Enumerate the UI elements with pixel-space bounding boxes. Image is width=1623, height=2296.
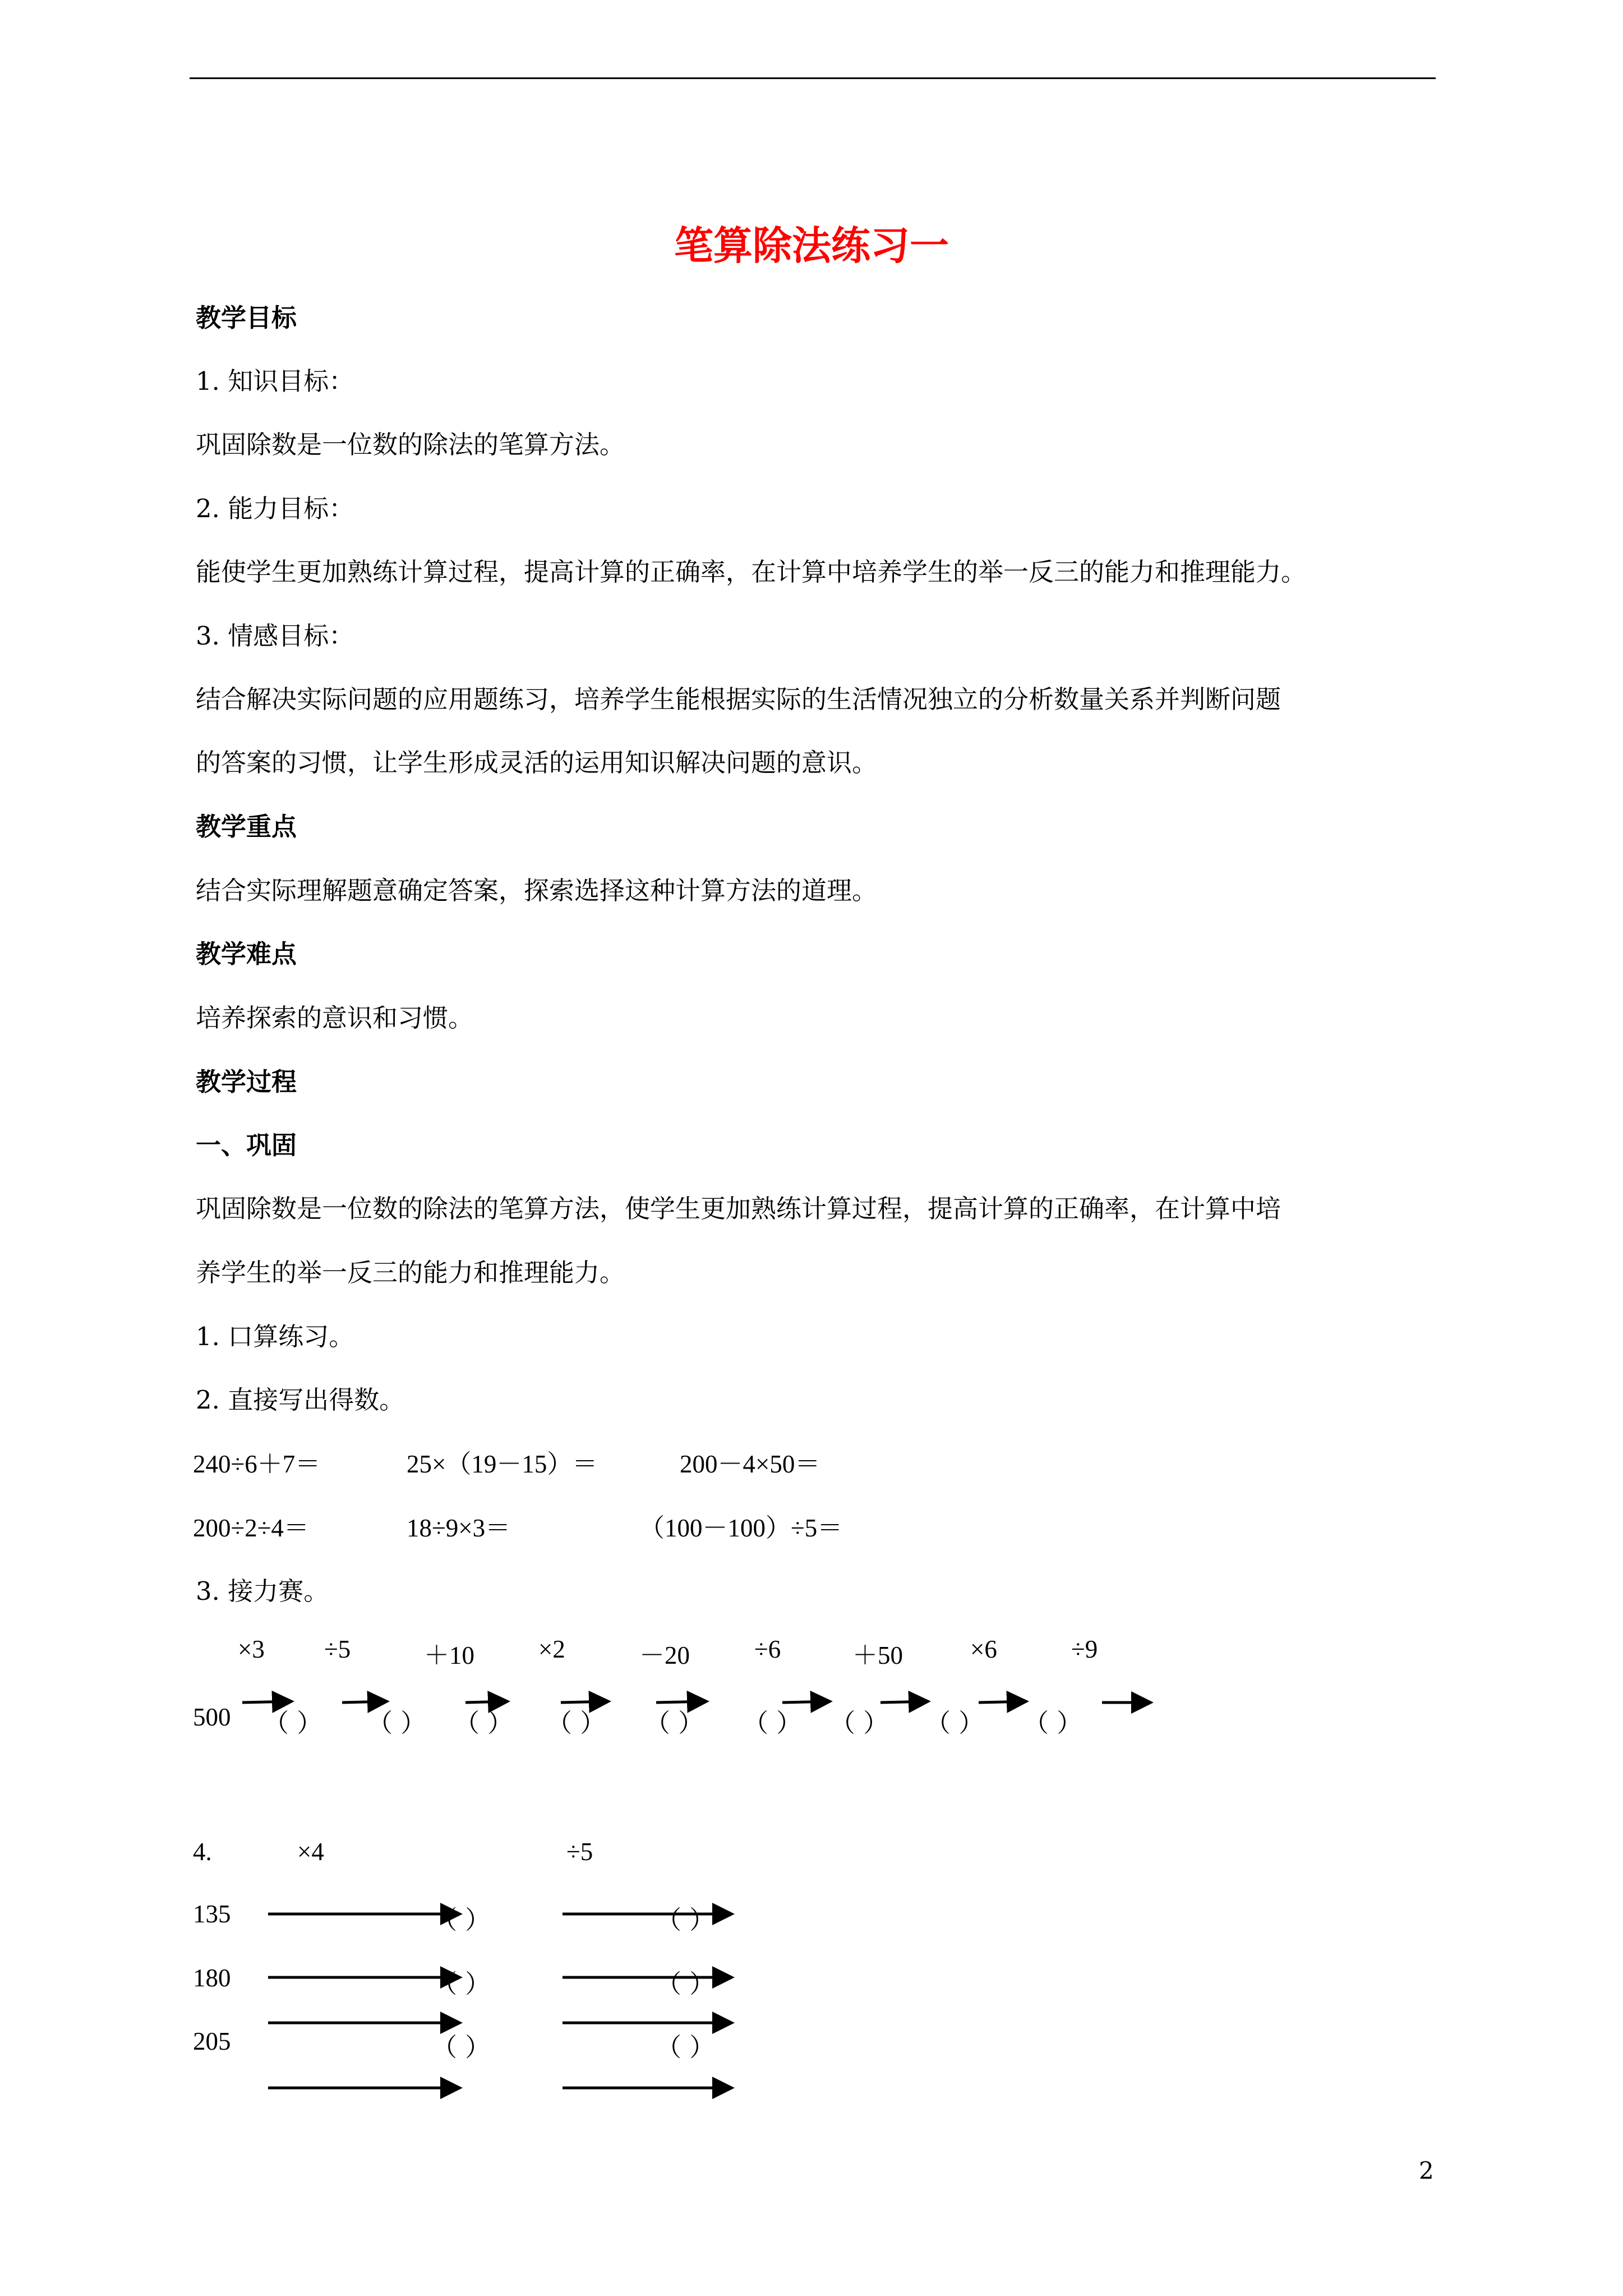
page-number: 2 [1419, 2157, 1434, 2184]
goal-knowledge-text: 巩固除数是一位数的除法的笔算方法。 [196, 430, 625, 459]
item-write-results: 2. 直接写出得数。 [196, 1385, 405, 1415]
answer-blank: （ ） [1023, 1708, 1082, 1738]
answer-blank: （ ） [454, 1708, 513, 1738]
relay-op: －20 [639, 1641, 690, 1669]
answer-blank: （ ） [645, 1708, 704, 1738]
answer-blank: （ ） [432, 1905, 491, 1935]
process-text-2: 养学生的举一反三的能力和推理能力。 [196, 1258, 625, 1287]
relay-op: ×2 [538, 1635, 565, 1663]
answer-blank: （ ） [367, 1708, 426, 1738]
expr-1-3: 200－4×50＝ [680, 1450, 820, 1478]
relay-arrow-icon [561, 1701, 608, 1703]
relay-op: ÷9 [1071, 1635, 1098, 1663]
answer-blank: （ ） [656, 2032, 715, 2062]
item-4-number: 135 [193, 1900, 231, 1928]
relay-op: ×3 [238, 1635, 265, 1663]
relay-op: ÷5 [324, 1635, 351, 1663]
item-4-label: 4. [193, 1838, 212, 1866]
relay-arrow-icon [342, 1701, 387, 1703]
relay-arrow-icon [880, 1701, 928, 1703]
answer-blank: （ ） [656, 1905, 715, 1935]
heading-process: 教学过程 [196, 1067, 297, 1097]
item-4-number: 180 [193, 1964, 231, 1992]
relay-arrow-icon [979, 1701, 1026, 1703]
goal-knowledge-label: 1. 知识目标： [196, 366, 354, 396]
answer-blank: （ ） [432, 1969, 491, 1999]
relay-arrow-icon [782, 1701, 830, 1703]
expr-2-1: 200÷2÷4＝ [193, 1514, 309, 1542]
relay-op: ×6 [970, 1635, 997, 1663]
goal-ability-label: 2. 能力目标： [196, 494, 354, 523]
process-text-1: 巩固除数是一位数的除法的笔算方法，使学生更加熟练计算过程，提高计算的正确率，在计算中培 [196, 1194, 1281, 1223]
difficulties-text: 培养探索的意识和习惯。 [196, 1003, 474, 1033]
heading-goals: 教学目标 [196, 303, 297, 333]
item-4-op-multiply: ×4 [297, 1838, 324, 1866]
key-points-text: 结合实际理解题意确定答案，探索选择这种计算方法的道理。 [196, 876, 878, 905]
heading-difficulties: 教学难点 [196, 939, 297, 969]
answer-blank: （ ） [547, 1708, 606, 1738]
relay-op: ＋50 [852, 1641, 903, 1669]
relay-arrow-icon [656, 1701, 707, 1703]
item-relay: 3. 接力赛。 [196, 1576, 329, 1606]
heading-key-points: 教学重点 [196, 812, 297, 841]
expr-2-2: 18÷9×3＝ [407, 1514, 511, 1542]
relay-arrow-icon [465, 1701, 508, 1703]
goal-emotion-text-2: 的答案的习惯，让学生形成灵活的运用知识解决问题的意识。 [196, 748, 878, 777]
answer-blank: （ ） [925, 1708, 984, 1738]
goal-emotion-label: 3. 情感目标： [196, 621, 354, 651]
answer-blank: （ ） [656, 1969, 715, 1999]
answer-blank: （ ） [264, 1708, 322, 1738]
answer-blank: （ ） [432, 2032, 491, 2062]
answer-blank: （ ） [743, 1708, 802, 1738]
expr-1-2: 25×（19－15）＝ [407, 1450, 598, 1478]
answer-blank: （ ） [830, 1708, 889, 1738]
subheading-consolidate: 一、巩固 [196, 1130, 297, 1160]
page-title: 笔算除法练习一 [674, 222, 949, 269]
item-4-op-divide: ÷5 [566, 1838, 593, 1866]
relay-op: ÷6 [754, 1635, 781, 1663]
relay-start-value: 500 [193, 1703, 231, 1731]
relay-arrow-icon [242, 1701, 292, 1703]
goal-ability-text: 能使学生更加熟练计算过程，提高计算的正确率，在计算中培养学生的举一反三的能力和推理能力。 [196, 557, 1307, 587]
expr-2-3: （100－100）÷5＝ [639, 1514, 843, 1542]
goal-emotion-text-1: 结合解决实际问题的应用题练习，培养学生能根据实际的生活情况独立的分析数量关系并判断问题 [196, 684, 1281, 714]
item-4-number: 205 [193, 2027, 231, 2055]
item-oral-practice: 1. 口算练习。 [196, 1322, 354, 1351]
relay-op: ＋10 [424, 1641, 475, 1669]
expr-1-1: 240÷6＋7＝ [193, 1450, 321, 1478]
